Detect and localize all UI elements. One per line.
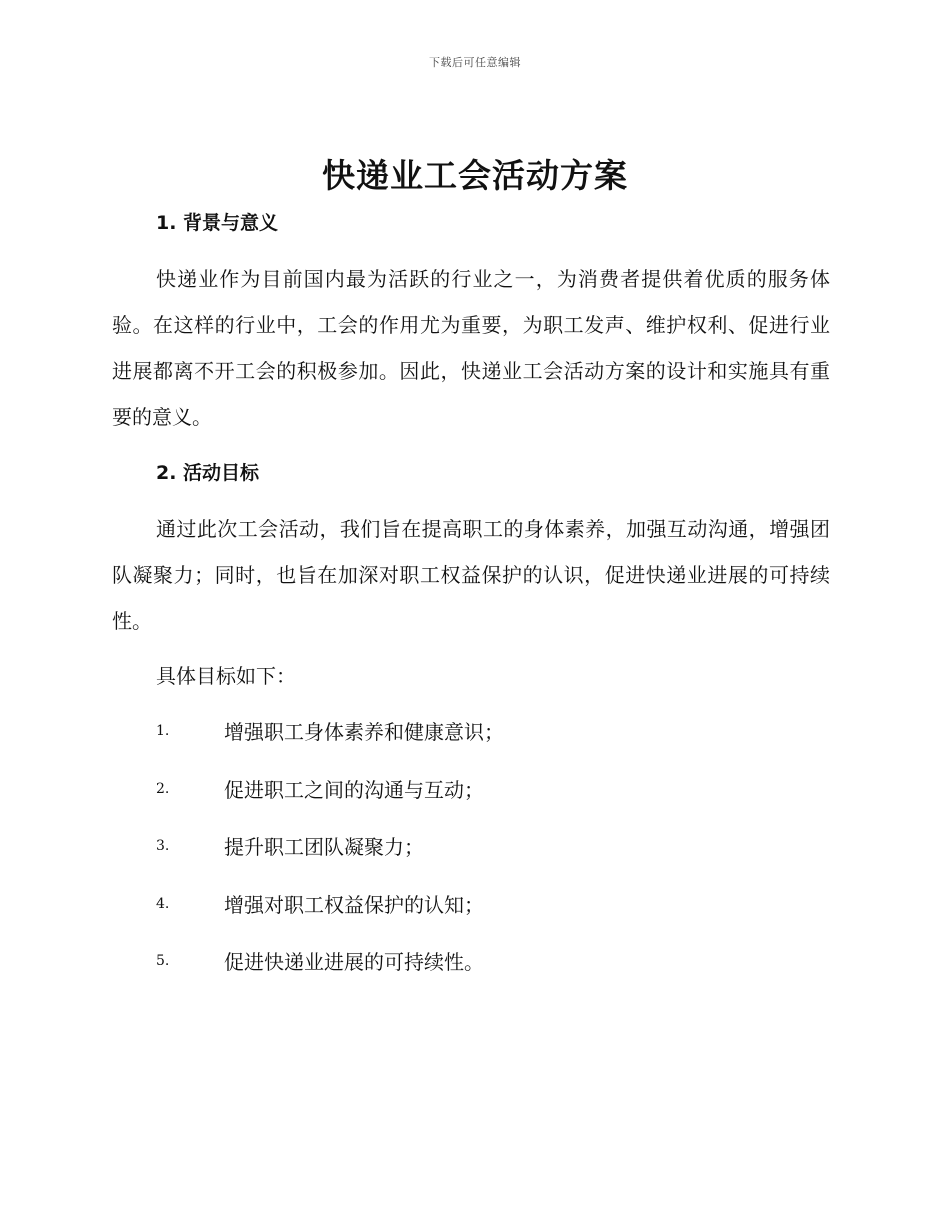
goal-list bbox=[156, 718, 504, 1006]
goal-number: 1. bbox=[156, 723, 170, 739]
section-paragraph-background: 快递业作为目前国内最为活跃的行业之一，为消费者提供着优质的服务体验。在这样的行业中，工会的作用尤为重要，为职工发声、维护权利、促进行业进展都离不开工会的积极参加。因此，快递业工会活动方案的设计和实施具有重要的意义。 bbox=[112, 267, 830, 429]
goal-text: 提升职工团队凝聚力； bbox=[224, 835, 424, 859]
goal-text: 增强职工身体素养和健康意识； bbox=[224, 720, 504, 744]
goal-item bbox=[156, 948, 504, 1006]
goal-number: 2. bbox=[156, 780, 170, 797]
goal-number: 4. bbox=[156, 895, 170, 912]
goal-item bbox=[156, 718, 504, 776]
header-note: 下载后可任意编辑 bbox=[429, 56, 521, 69]
section-heading-background: 1. 背景与意义 bbox=[156, 212, 279, 234]
goal-text: 增强对职工权益保护的认知； bbox=[224, 892, 484, 917]
goal-number: 3. bbox=[156, 838, 170, 854]
goal-text: 促进职工之间的沟通与互动； bbox=[224, 777, 484, 802]
section-paragraph-goals: 通过此次工会活动，我们旨在提高职工的身体素养，加强互动沟通，增强团队凝聚力；同时，也旨在加深对职工权益保护的认识，促进快递业进展的可持续性。 bbox=[112, 517, 830, 633]
section-heading-goals: 2. 活动目标 bbox=[156, 462, 260, 484]
goal-item bbox=[156, 833, 504, 891]
goal-item bbox=[156, 776, 504, 834]
goals-intro: 具体目标如下： bbox=[156, 664, 296, 688]
goal-item bbox=[156, 891, 504, 949]
goal-text: 促进快递业进展的可持续性。 bbox=[224, 950, 484, 974]
goal-number: 5. bbox=[156, 953, 170, 969]
document-title: 快递业工会活动方案 bbox=[322, 156, 628, 195]
